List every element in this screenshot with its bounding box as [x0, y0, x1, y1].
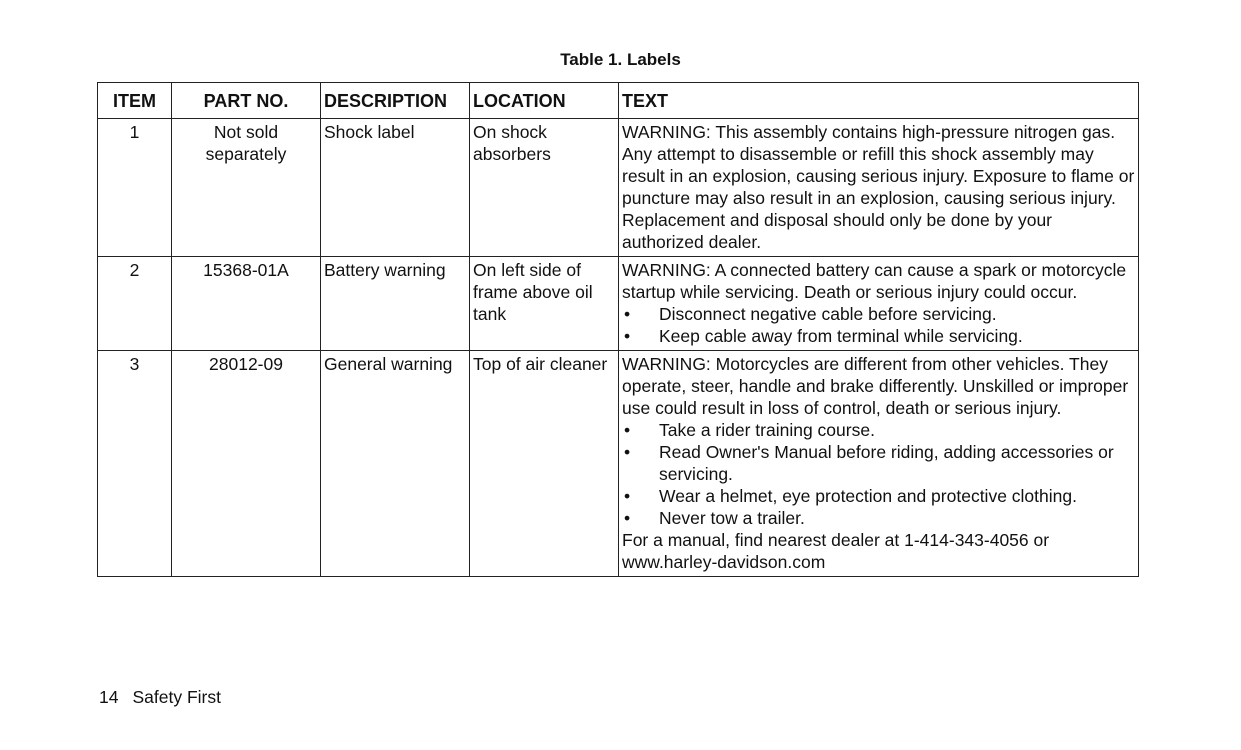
description-cell: Battery warning: [321, 257, 470, 351]
part-no-cell: 28012-09: [172, 351, 321, 577]
bullet-list: [622, 303, 1135, 347]
item-cell: 2: [98, 257, 172, 351]
bullet-item: • Never tow a trailer.: [622, 507, 1135, 529]
location-cell: On shock absorbers: [470, 119, 619, 257]
page-number: 14: [99, 687, 119, 707]
text-cell: [619, 257, 1139, 351]
table-title: Table 1. Labels: [560, 50, 681, 69]
section-name: Safety First: [132, 687, 221, 707]
bullet-item: • Wear a helmet, eye protection and protective clothing.: [622, 485, 1135, 507]
table-header-row: [98, 83, 1139, 119]
location-cell: Top of air cleaner: [470, 351, 619, 577]
item-cell: 1: [98, 119, 172, 257]
table-row: [98, 119, 1139, 257]
part-no-cell: Not sold separately: [172, 119, 321, 257]
bullet-item: • Read Owner's Manual before riding, adding accessories or servicing.: [622, 441, 1135, 485]
text-cell: [619, 351, 1139, 577]
description-cell: General warning: [321, 351, 470, 577]
description-cell: Shock label: [321, 119, 470, 257]
warning-text: WARNING: A connected battery can cause a spark or motorcycle startup while servicing. Death or serious injury could occur.: [622, 260, 1127, 302]
column-header-location: LOCATION: [470, 83, 619, 119]
location-cell: On left side of frame above oil tank: [470, 257, 619, 351]
text-cell: [619, 119, 1139, 257]
column-header-part-no: PART NO.: [172, 83, 321, 119]
item-cell: 3: [98, 351, 172, 577]
warning-text: WARNING: This assembly contains high-pressure nitrogen gas. Any attempt to disassemble or refill this shock assembly may result in an explosion, causing serious injury. Exposure to flame or puncture may also result in an explosion, causing serious injury. Replacement and disposal should only be done by your authorized dealer.: [622, 122, 1135, 252]
column-header-description: DESCRIPTION: [321, 83, 470, 119]
column-header-text: TEXT: [619, 83, 1139, 119]
bullet-item: • Take a rider training course.: [622, 419, 1135, 441]
warning-text: WARNING: Motorcycles are different from other vehicles. They operate, steer, handle and brake differently. Unskilled or improper use could result in loss of control, death or serious injury.: [622, 354, 1129, 418]
part-no-cell: 15368-01A: [172, 257, 321, 351]
page-footer: [99, 686, 221, 708]
labels-table: [97, 82, 1139, 577]
bullet-item: • Disconnect negative cable before servicing.: [622, 303, 1135, 325]
dealer-contact-text: For a manual, find nearest dealer at 1-414-343-4056 or www.harley-davidson.com: [622, 530, 1050, 572]
table-row: [98, 351, 1139, 577]
table-row: [98, 257, 1139, 351]
column-header-item: ITEM: [98, 83, 172, 119]
bullet-list: [622, 419, 1135, 529]
bullet-item: • Keep cable away from terminal while servicing.: [622, 325, 1135, 347]
